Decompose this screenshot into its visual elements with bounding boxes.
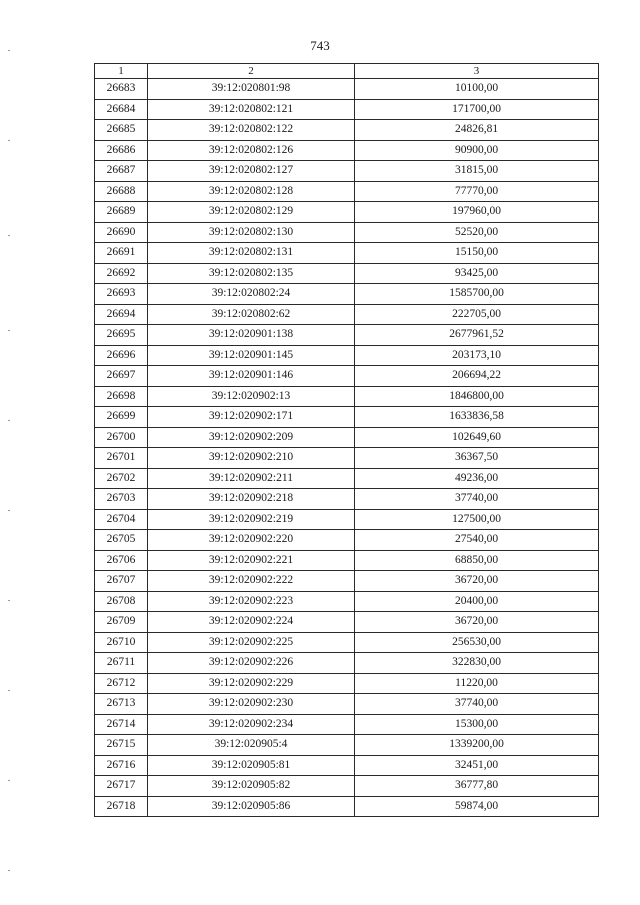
cadastral-number-cell: 39:12:020905:82 xyxy=(148,776,355,797)
table-row xyxy=(95,284,599,305)
value-cell: 171700,00 xyxy=(355,99,599,120)
row-number-cell: 26710 xyxy=(95,632,148,653)
table-row xyxy=(95,694,599,715)
row-number-cell: 26695 xyxy=(95,325,148,346)
row-number-cell: 26716 xyxy=(95,755,148,776)
margin-mark xyxy=(8,420,10,421)
row-number-cell: 26689 xyxy=(95,202,148,223)
row-number-cell: 26694 xyxy=(95,304,148,325)
margin-mark xyxy=(8,50,10,51)
cadastral-number-cell: 39:12:020902:210 xyxy=(148,448,355,469)
cadastral-number-cell: 39:12:020901:138 xyxy=(148,325,355,346)
table-row xyxy=(95,407,599,428)
row-number-cell: 26698 xyxy=(95,386,148,407)
cadastral-number-cell: 39:12:020902:211 xyxy=(148,468,355,489)
value-cell: 52520,00 xyxy=(355,222,599,243)
table-row xyxy=(95,161,599,182)
table-row xyxy=(95,509,599,530)
row-number-cell: 26703 xyxy=(95,489,148,510)
table-row xyxy=(95,304,599,325)
cadastral-number-cell: 39:12:020802:126 xyxy=(148,140,355,161)
cadastral-number-cell: 39:12:020801:98 xyxy=(148,79,355,100)
value-cell: 1585700,00 xyxy=(355,284,599,305)
cadastral-number-cell: 39:12:020905:81 xyxy=(148,755,355,776)
cadastral-number-cell: 39:12:020905:86 xyxy=(148,796,355,817)
cadastral-number-cell: 39:12:020902:230 xyxy=(148,694,355,715)
cadastral-number-cell: 39:12:020802:127 xyxy=(148,161,355,182)
row-number-cell: 26704 xyxy=(95,509,148,530)
table-row xyxy=(95,263,599,284)
row-number-cell: 26683 xyxy=(95,79,148,100)
cadastral-number-cell: 39:12:020802:24 xyxy=(148,284,355,305)
cadastral-number-cell: 39:12:020902:229 xyxy=(148,673,355,694)
table-row xyxy=(95,448,599,469)
value-cell: 36367,50 xyxy=(355,448,599,469)
table-header-row xyxy=(95,64,599,79)
table-row xyxy=(95,386,599,407)
row-number-cell: 26692 xyxy=(95,263,148,284)
row-number-cell: 26687 xyxy=(95,161,148,182)
table-row xyxy=(95,345,599,366)
value-cell: 222705,00 xyxy=(355,304,599,325)
data-table xyxy=(94,63,599,817)
row-number-cell: 26685 xyxy=(95,120,148,141)
cadastral-number-cell: 39:12:020802:131 xyxy=(148,243,355,264)
table-row xyxy=(95,735,599,756)
value-cell: 203173,10 xyxy=(355,345,599,366)
cadastral-number-cell: 39:12:020802:62 xyxy=(148,304,355,325)
table-row xyxy=(95,550,599,571)
margin-mark xyxy=(8,330,10,331)
value-cell: 27540,00 xyxy=(355,530,599,551)
row-number-cell: 26715 xyxy=(95,735,148,756)
table-row xyxy=(95,673,599,694)
row-number-cell: 26690 xyxy=(95,222,148,243)
cadastral-number-cell: 39:12:020802:121 xyxy=(148,99,355,120)
value-cell: 10100,00 xyxy=(355,79,599,100)
cadastral-number-cell: 39:12:020901:145 xyxy=(148,345,355,366)
value-cell: 36720,00 xyxy=(355,612,599,633)
value-cell: 322830,00 xyxy=(355,653,599,674)
value-cell: 256530,00 xyxy=(355,632,599,653)
cadastral-number-cell: 39:12:020902:223 xyxy=(148,591,355,612)
table-row xyxy=(95,366,599,387)
cadastral-number-cell: 39:12:020905:4 xyxy=(148,735,355,756)
table-row xyxy=(95,714,599,735)
table-row xyxy=(95,243,599,264)
value-cell: 31815,00 xyxy=(355,161,599,182)
column-header-1: 1 xyxy=(95,64,148,79)
value-cell: 15150,00 xyxy=(355,243,599,264)
row-number-cell: 26700 xyxy=(95,427,148,448)
cadastral-number-cell: 39:12:020802:129 xyxy=(148,202,355,223)
table-row xyxy=(95,99,599,120)
value-cell: 90900,00 xyxy=(355,140,599,161)
table-row xyxy=(95,325,599,346)
cadastral-number-cell: 39:12:020902:222 xyxy=(148,571,355,592)
row-number-cell: 26699 xyxy=(95,407,148,428)
cadastral-number-cell: 39:12:020901:146 xyxy=(148,366,355,387)
value-cell: 37740,00 xyxy=(355,489,599,510)
row-number-cell: 26718 xyxy=(95,796,148,817)
cadastral-number-cell: 39:12:020902:224 xyxy=(148,612,355,633)
table-row xyxy=(95,202,599,223)
value-cell: 32451,00 xyxy=(355,755,599,776)
value-cell: 36720,00 xyxy=(355,571,599,592)
cadastral-number-cell: 39:12:020902:234 xyxy=(148,714,355,735)
value-cell: 197960,00 xyxy=(355,202,599,223)
cadastral-number-cell: 39:12:020902:226 xyxy=(148,653,355,674)
cadastral-number-cell: 39:12:020902:209 xyxy=(148,427,355,448)
row-number-cell: 26705 xyxy=(95,530,148,551)
table-row xyxy=(95,489,599,510)
row-number-cell: 26708 xyxy=(95,591,148,612)
row-number-cell: 26701 xyxy=(95,448,148,469)
table-row xyxy=(95,571,599,592)
value-cell: 1846800,00 xyxy=(355,386,599,407)
cadastral-number-cell: 39:12:020902:220 xyxy=(148,530,355,551)
value-cell: 11220,00 xyxy=(355,673,599,694)
value-cell: 24826,81 xyxy=(355,120,599,141)
table-row xyxy=(95,632,599,653)
table-row xyxy=(95,140,599,161)
row-number-cell: 26713 xyxy=(95,694,148,715)
row-number-cell: 26707 xyxy=(95,571,148,592)
value-cell: 49236,00 xyxy=(355,468,599,489)
table-row xyxy=(95,427,599,448)
value-cell: 37740,00 xyxy=(355,694,599,715)
value-cell: 59874,00 xyxy=(355,796,599,817)
row-number-cell: 26688 xyxy=(95,181,148,202)
margin-mark xyxy=(8,600,10,601)
cadastral-number-cell: 39:12:020902:225 xyxy=(148,632,355,653)
margin-mark xyxy=(8,780,10,781)
table-row xyxy=(95,591,599,612)
cadastral-number-cell: 39:12:020902:13 xyxy=(148,386,355,407)
value-cell: 206694,22 xyxy=(355,366,599,387)
value-cell: 127500,00 xyxy=(355,509,599,530)
value-cell: 77770,00 xyxy=(355,181,599,202)
row-number-cell: 26697 xyxy=(95,366,148,387)
table-row xyxy=(95,796,599,817)
value-cell: 2677961,52 xyxy=(355,325,599,346)
table-row xyxy=(95,120,599,141)
cadastral-number-cell: 39:12:020902:221 xyxy=(148,550,355,571)
table-row xyxy=(95,755,599,776)
margin-mark xyxy=(8,235,10,236)
row-number-cell: 26693 xyxy=(95,284,148,305)
cadastral-number-cell: 39:12:020802:128 xyxy=(148,181,355,202)
value-cell: 102649,60 xyxy=(355,427,599,448)
cadastral-number-cell: 39:12:020902:219 xyxy=(148,509,355,530)
row-number-cell: 26684 xyxy=(95,99,148,120)
margin-mark xyxy=(8,690,10,691)
cadastral-number-cell: 39:12:020802:135 xyxy=(148,263,355,284)
table-row xyxy=(95,181,599,202)
table-row xyxy=(95,79,599,100)
value-cell: 36777,80 xyxy=(355,776,599,797)
row-number-cell: 26686 xyxy=(95,140,148,161)
cadastral-number-cell: 39:12:020902:171 xyxy=(148,407,355,428)
table-row xyxy=(95,530,599,551)
table-row xyxy=(95,776,599,797)
page-number: 743 xyxy=(310,38,330,53)
row-number-cell: 26717 xyxy=(95,776,148,797)
row-number-cell: 26712 xyxy=(95,673,148,694)
table-body xyxy=(95,79,599,817)
value-cell: 1633836,58 xyxy=(355,407,599,428)
value-cell: 93425,00 xyxy=(355,263,599,284)
table-row xyxy=(95,653,599,674)
row-number-cell: 26691 xyxy=(95,243,148,264)
cadastral-number-cell: 39:12:020802:130 xyxy=(148,222,355,243)
margin-mark xyxy=(8,510,10,511)
margin-mark xyxy=(8,140,10,141)
row-number-cell: 26706 xyxy=(95,550,148,571)
row-number-cell: 26709 xyxy=(95,612,148,633)
table-row xyxy=(95,612,599,633)
row-number-cell: 26696 xyxy=(95,345,148,366)
value-cell: 68850,00 xyxy=(355,550,599,571)
cadastral-number-cell: 39:12:020902:218 xyxy=(148,489,355,510)
value-cell: 15300,00 xyxy=(355,714,599,735)
table-row xyxy=(95,222,599,243)
row-number-cell: 26702 xyxy=(95,468,148,489)
cadastral-number-cell: 39:12:020802:122 xyxy=(148,120,355,141)
value-cell: 20400,00 xyxy=(355,591,599,612)
row-number-cell: 26714 xyxy=(95,714,148,735)
column-header-3: 3 xyxy=(355,64,599,79)
row-number-cell: 26711 xyxy=(95,653,148,674)
column-header-2: 2 xyxy=(148,64,355,79)
margin-mark xyxy=(8,870,10,871)
value-cell: 1339200,00 xyxy=(355,735,599,756)
table-row xyxy=(95,468,599,489)
